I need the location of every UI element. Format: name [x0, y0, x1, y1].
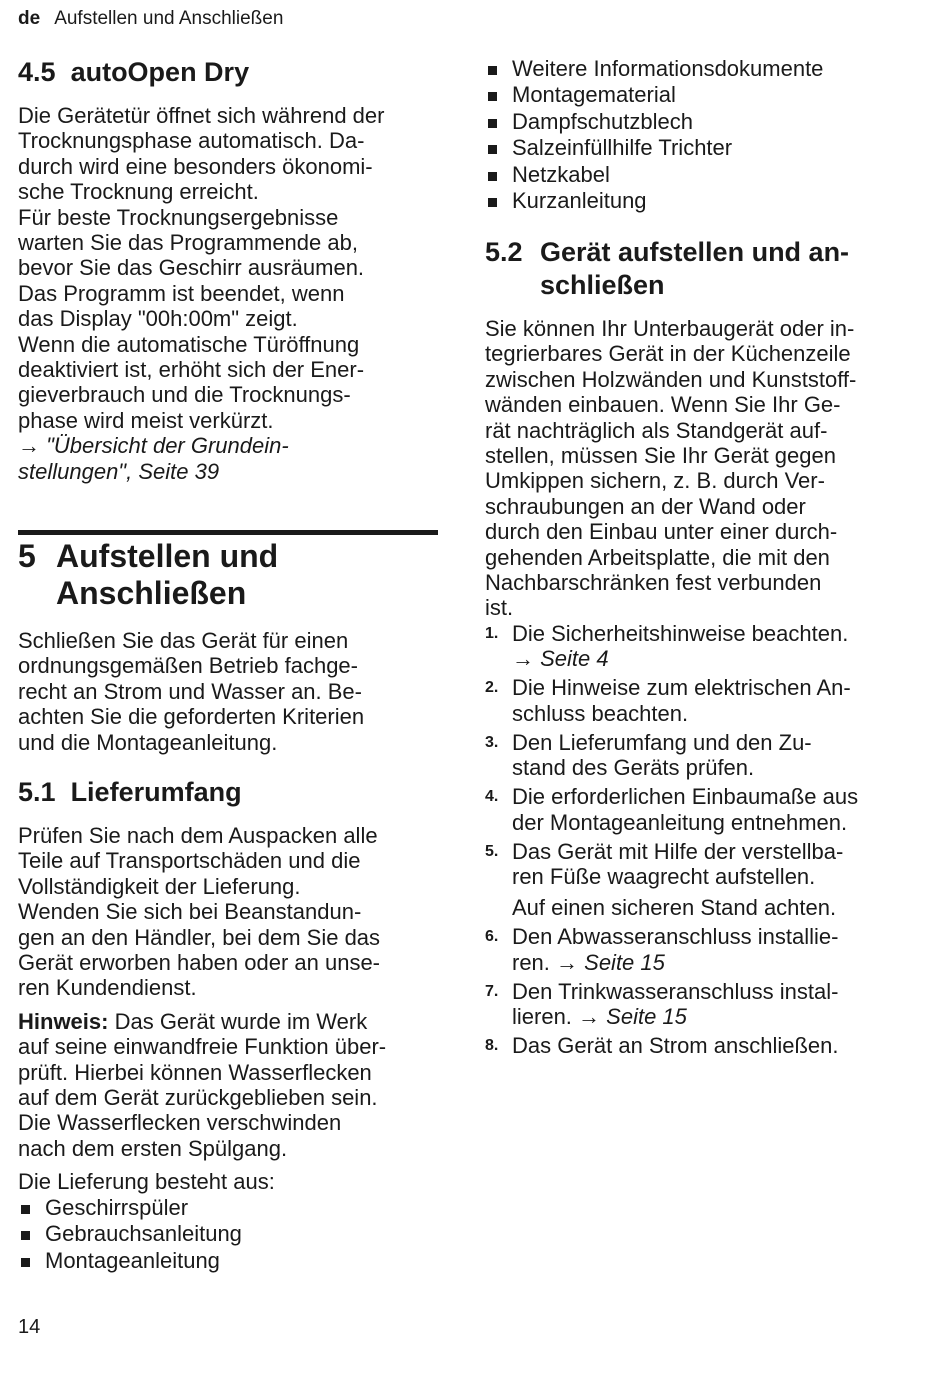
list-intro: Die Lieferung besteht aus:: [18, 1169, 275, 1195]
section-4-5-body: [18, 103, 448, 484]
chapter-title: Aufstellen und: [56, 538, 279, 574]
list-item: Montageanleitung: [18, 1248, 448, 1274]
list-item: Geschirrspüler: [18, 1195, 448, 1221]
chapter-title: Anschließen: [56, 575, 247, 611]
chapter-rule: [18, 530, 438, 535]
section-5-1-body: [18, 823, 448, 1274]
section-number: 5.1: [18, 777, 56, 807]
step-item: 5. Das Gerät mit Hilfe der verstellba- ren Füße waagrecht aufstellen. Auf einen sicheren Stand achten.: [485, 839, 915, 921]
section-number: 4.5: [18, 57, 56, 87]
step-item: 2. Die Hinweise zum elektrischen An- schluss beachten.: [485, 675, 851, 726]
cross-reference-link[interactable]: → Seite 4: [512, 646, 609, 672]
header-title: Aufstellen und Anschließen: [54, 8, 284, 29]
section-number: 5.2: [485, 237, 523, 267]
section-title: Gerät aufstellen und an-: [540, 237, 850, 267]
step-item: 6. Den Abwasseranschluss installie- ren. → Seite 15: [485, 924, 839, 975]
section-4-5-heading: [18, 56, 438, 89]
step-item: 1. Die Sicherheitshinweise beachten. → Seite 4: [485, 621, 915, 672]
chapter-number: 5: [18, 538, 36, 574]
paragraph: Sie können Ihr Unterbaugerät oder in- tegrierbares Gerät in der Küchenzeile zwischen Holzwänden und Kunststoff- wänden einbauen. Wenn Sie Ihr Ge- rät nachträglich als Standgerät auf- stellen, müssen Sie Ihr Gerät gegen Umkippen sichern, z. B. durch Ver- schraubungen an der Wand oder durch den Einbau unter einer durch- gehenden Arbeitsplatte, die mit den Nachbarschränken fest verbunden ist.: [485, 316, 857, 621]
page-number: 14: [18, 1316, 41, 1338]
list-item: Kurzanleitung: [485, 188, 915, 214]
cross-reference-link[interactable]: → Seite 15: [556, 949, 665, 975]
language-code: de: [18, 8, 41, 29]
list-item: Montagematerial: [485, 82, 915, 108]
step-result: Auf einen sicheren Stand achten.: [512, 895, 837, 921]
section-title: Lieferumfang: [70, 777, 242, 807]
list-item: Weitere Informationsdokumente: [485, 56, 915, 82]
paragraph: Prüfen Sie nach dem Auspacken alle Teile auf Transportschäden und die Vollständigkeit der Lieferung.: [18, 823, 378, 899]
paragraph: Für beste Trocknungsergebnisse warten Sie das Programmende ab, bevor Sie das Geschirr ausräumen. Das Programm ist beendet, wenn das Display "00h:00m" zeigt.: [18, 204, 365, 332]
delivery-list-continued: [485, 56, 915, 214]
cross-reference-link[interactable]: → "Übersicht der Grundein- stellungen", Seite 39: [18, 433, 289, 484]
delivery-list: [18, 1195, 448, 1274]
section-5-1-heading: [18, 776, 438, 809]
cross-reference-link[interactable]: → Seite 15: [578, 1004, 687, 1030]
paragraph: Die Gerätetür öffnet sich während der Trocknungsphase automatisch. Da- durch wird eine besonders ökonomi- sche Trocknung erreicht.: [18, 103, 385, 205]
section-title: schließen: [540, 270, 665, 300]
step-item: 4. Die erforderlichen Einbaumaße aus der Montageanleitung entnehmen.: [485, 784, 859, 835]
list-item: Gebrauchsanleitung: [18, 1221, 448, 1247]
paragraph: Wenden Sie sich bei Beanstandun- gen an den Händler, bei dem Sie das Gerät erworben haben oder an unse- ren Kundendienst.: [18, 899, 381, 1001]
list-item: Netzkabel: [485, 162, 915, 188]
step-item: 3. Den Lieferumfang und den Zu- stand des Geräts prüfen.: [485, 729, 812, 781]
step-item: 7. Den Trinkwasseranschluss instal- lieren. → Seite 15: [485, 978, 839, 1030]
section-5-2-body: [485, 316, 915, 1062]
step-item: 8. Das Gerät an Strom anschließen.: [485, 1033, 839, 1059]
list-item: Dampfschutzblech: [485, 109, 915, 135]
installation-steps: [485, 621, 915, 1059]
paragraph: Wenn die automatische Türöffnung deaktiviert ist, erhöht sich der Ener- gieverbrauch und die Trocknungs- phase wird meist verkürzt.: [18, 331, 365, 433]
chapter-5-intro: Schließen Sie das Gerät für einen ordnungsgemäßen Betrieb fachge- recht an Strom und Wasser an. Be- achten Sie die geforderten Kriterien und die Montageanleitung.: [18, 628, 365, 755]
running-header: [18, 8, 283, 30]
list-item: Salzeinfüllhilfe Trichter: [485, 135, 915, 161]
note-label: Hinweis:: [18, 1008, 109, 1034]
section-title: autoOpen Dry: [70, 57, 250, 87]
note-paragraph: Hinweis: Das Gerät wurde im Werk auf seine einwandfreie Funktion über- prüft. Hierbei können Wasserflecken auf dem Gerät zurückgeblieben sein. Die Wasserflecken verschwinden nach dem ersten Spülgang.: [18, 1008, 387, 1161]
